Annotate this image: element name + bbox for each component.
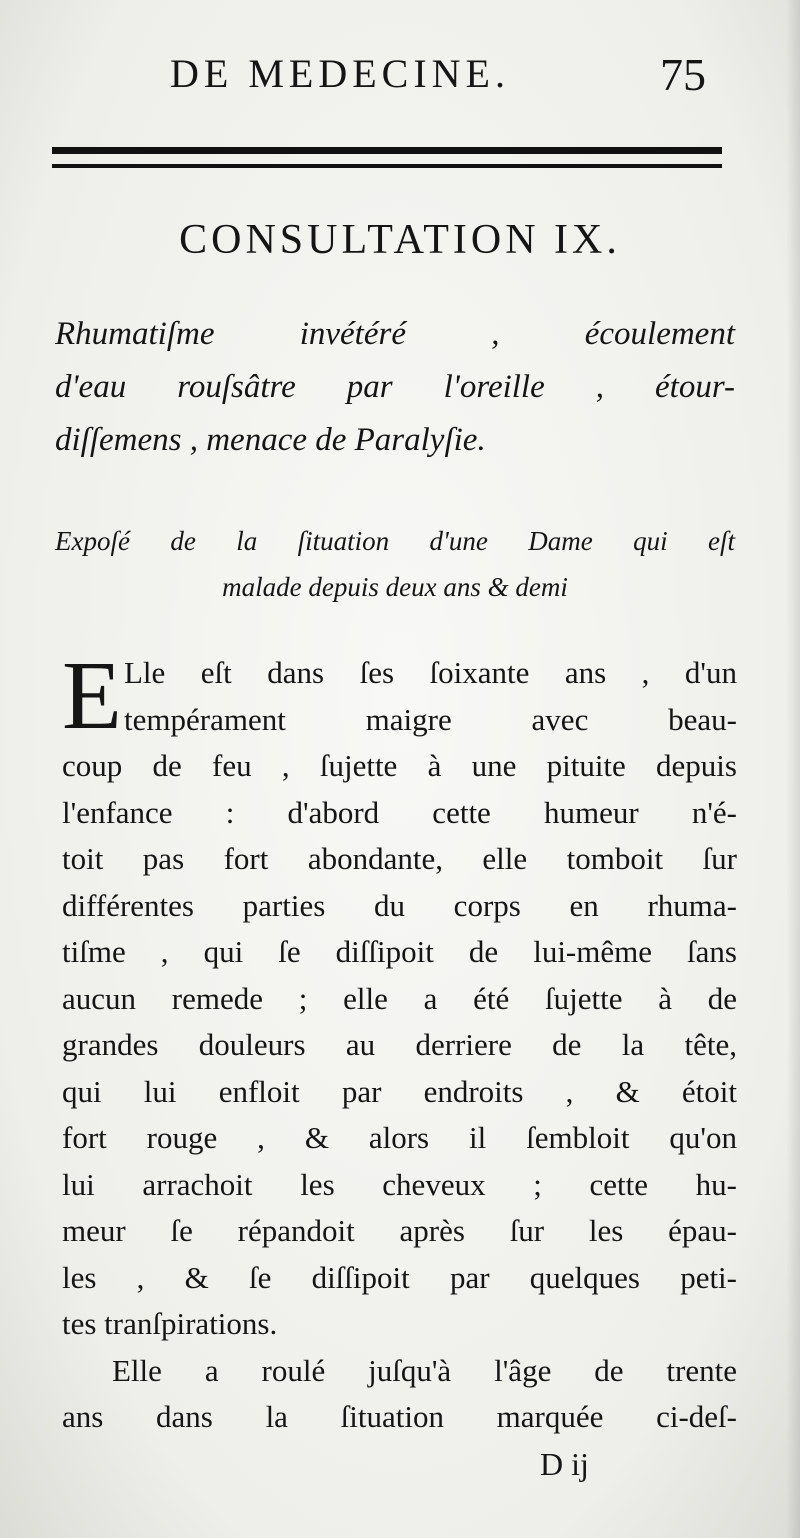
body-line: coup de feu , ſujette à une pituite depuis bbox=[62, 748, 737, 783]
signature-mark: D ij bbox=[540, 1446, 589, 1482]
subtitle-line: Rhumatiſme invétéré , écoulement bbox=[55, 316, 735, 352]
consultation-subtitle bbox=[55, 308, 735, 467]
body-line: tiſme , qui ſe diſſipoit de lui-même ſans bbox=[62, 934, 737, 969]
page-number: 75 bbox=[660, 49, 706, 100]
exposition-line: Expoſé de la ſituation d'une Dame qui eſt bbox=[55, 526, 735, 556]
page-header bbox=[0, 50, 800, 110]
body-text bbox=[62, 642, 737, 1441]
header-rule-thick bbox=[52, 147, 722, 154]
running-head: DE MEDECINE. bbox=[170, 51, 510, 96]
body-line: meur ſe répandoit après ſur les épau- bbox=[62, 1213, 737, 1248]
body-line: toit pas fort abondante, elle tomboit ſur bbox=[62, 841, 737, 876]
body-line: Lle eſt dans ſes ſoixante ans , d'un bbox=[124, 655, 737, 690]
body-line: différentes parties du corps en rhuma- bbox=[62, 887, 737, 923]
body-line: lui arrachoit les cheveux ; cette hu- bbox=[62, 1166, 737, 1202]
exposition-line: malade depuis deux ans & demi bbox=[222, 572, 568, 602]
body-line: tempérament maigre avec beau- bbox=[124, 701, 737, 737]
body-line: Elle a roulé juſqu'à l'âge de trente bbox=[112, 1352, 737, 1388]
case-exposition-heading bbox=[55, 518, 735, 610]
body-line: l'enfance : d'abord cette humeur n'é- bbox=[62, 794, 737, 830]
body-line: qui lui enfloit par endroits , & étoit bbox=[62, 1073, 737, 1109]
drop-cap: E bbox=[62, 642, 122, 750]
subtitle-line: d'eau rouſsâtre par l'oreille , étour- bbox=[55, 369, 735, 405]
consultation-title: CONSULTATION IX. bbox=[179, 217, 621, 263]
header-rule-thin bbox=[52, 164, 722, 168]
body-line: ans dans la ſituation marquée ci-deſ- bbox=[62, 1399, 737, 1434]
body-line: les , & ſe diſſipoit par quelques peti- bbox=[62, 1259, 737, 1295]
body-line: grandes douleurs au derriere de la tête, bbox=[62, 1027, 737, 1062]
body-line: aucun remede ; elle a été ſujette à de bbox=[62, 980, 737, 1016]
body-line: fort rouge , & alors il ſembloit qu'on bbox=[62, 1120, 737, 1155]
subtitle-line: diſſemens , menace de Paralyſie. bbox=[55, 422, 486, 458]
body-line: tes tranſpirations. bbox=[62, 1306, 278, 1341]
